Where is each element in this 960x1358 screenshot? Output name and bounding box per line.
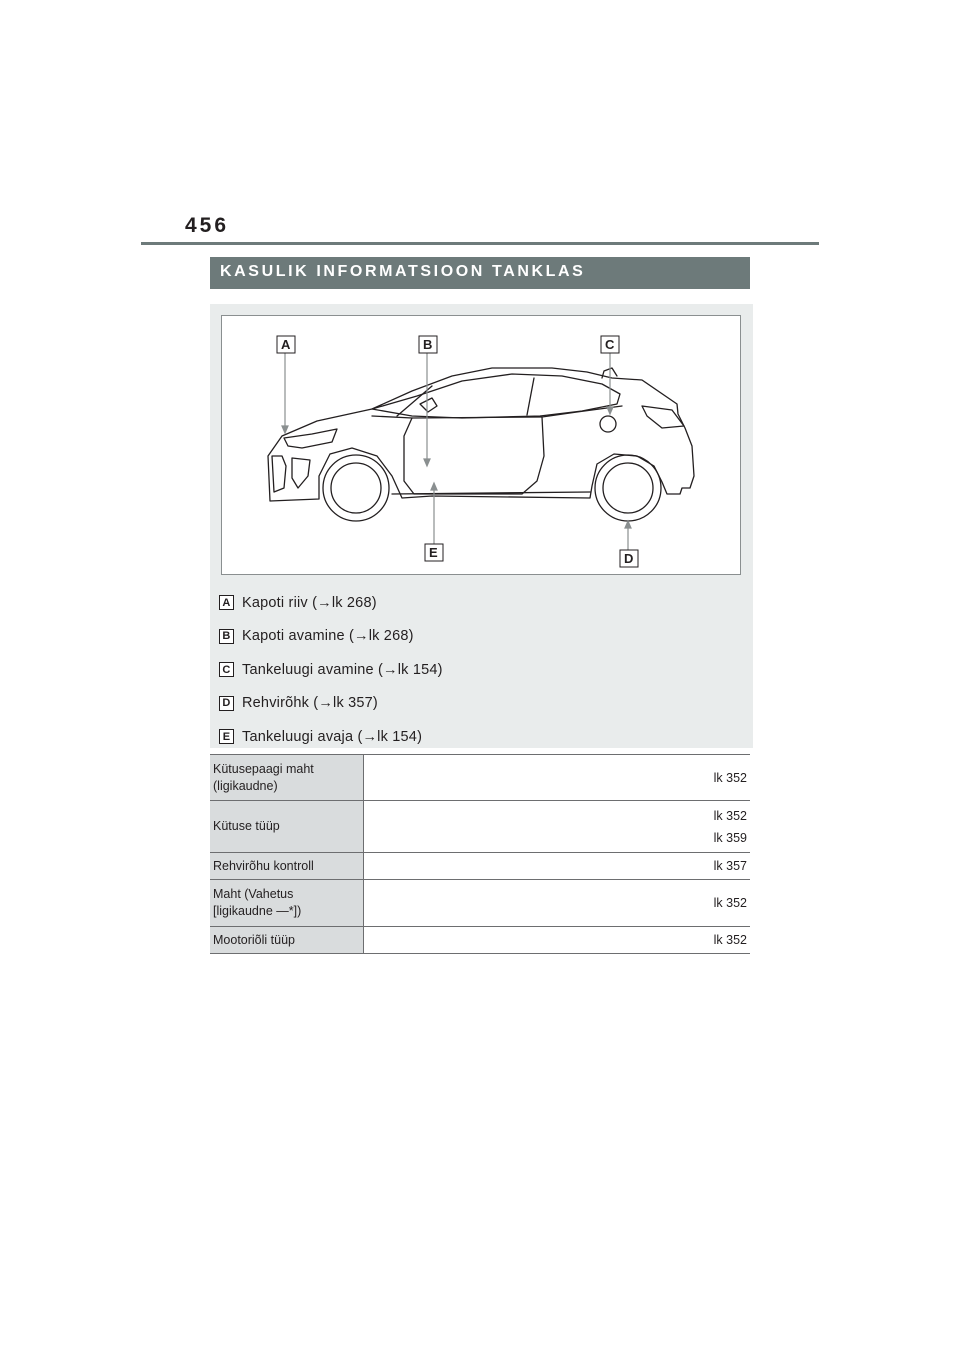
row-label xyxy=(210,801,364,853)
row-label-line: Rehvirõhu kontroll xyxy=(213,858,314,873)
front-wheel-rim xyxy=(331,463,381,513)
row-label xyxy=(210,853,364,880)
legend-item xyxy=(219,620,739,654)
page-number: 456 xyxy=(185,214,230,237)
side-mirror xyxy=(420,398,437,412)
legend-text: Kapoti avamine (→lk 268) xyxy=(242,628,414,645)
page-ref: lk 357 xyxy=(713,859,747,873)
callout-c: C xyxy=(605,337,615,352)
row-label-line: Kütusepaagi maht xyxy=(213,761,314,776)
legend-letter: C xyxy=(219,662,234,677)
callout-d: D xyxy=(624,551,634,566)
row-label-line: Kütuse tüüp xyxy=(213,819,280,833)
row-label xyxy=(210,927,364,954)
table-row xyxy=(210,880,750,927)
page-ref: lk 352 xyxy=(713,933,747,947)
fuel-door xyxy=(600,416,616,432)
rear-wheel-rim xyxy=(603,463,653,513)
legend-list xyxy=(219,586,739,754)
legend-item xyxy=(219,687,739,721)
table-row xyxy=(210,755,750,801)
row-label-line: [ligikaudne —*]) xyxy=(213,904,302,918)
row-value xyxy=(364,880,751,927)
row-label xyxy=(210,755,364,801)
callout-b: B xyxy=(423,337,433,352)
info-panel xyxy=(210,304,753,748)
row-label xyxy=(210,880,364,927)
legend-item xyxy=(219,720,739,754)
table-row xyxy=(210,853,750,880)
legend-text: Kapoti riiv (→lk 268) xyxy=(242,594,377,611)
page-ref: lk 352 xyxy=(713,896,747,910)
page-ref: lk 359 xyxy=(713,830,747,845)
section-title: KASULIK INFORMATSIOON TANKLAS xyxy=(210,257,750,289)
reference-table xyxy=(210,754,750,954)
legend-letter: B xyxy=(219,629,234,644)
callout-e: E xyxy=(429,545,438,560)
row-value xyxy=(364,801,751,853)
legend-text: Rehvirõhk (→lk 357) xyxy=(242,695,378,712)
legend-letter: E xyxy=(219,729,234,744)
rear-wheel-tire xyxy=(595,455,661,521)
legend-text: Tankeluugi avaja (→lk 154) xyxy=(242,728,423,745)
row-label-line: Maht (Vahetus xyxy=(213,887,294,901)
callout-a: A xyxy=(281,337,291,352)
legend-item xyxy=(219,653,739,687)
row-value xyxy=(364,927,751,954)
legend-text: Tankeluugi avamine (→lk 154) xyxy=(242,661,443,678)
car-figure xyxy=(221,315,741,575)
front-wheel-tire xyxy=(323,455,389,521)
row-label-line: (ligikaudne) xyxy=(213,778,278,793)
door-outline xyxy=(404,417,544,494)
legend-letter: A xyxy=(219,595,234,610)
car-illustration xyxy=(222,316,742,576)
b-pillar xyxy=(527,378,534,415)
legend-item xyxy=(219,586,739,620)
front-grille xyxy=(272,456,286,492)
header-rule xyxy=(141,242,819,245)
table-row xyxy=(210,927,750,954)
row-label-line: Mootoriõli tüüp xyxy=(213,932,295,947)
row-value xyxy=(364,853,751,880)
legend-letter: D xyxy=(219,696,234,711)
page-ref: lk 352 xyxy=(713,808,747,823)
page-ref: lk 352 xyxy=(713,770,747,785)
table-row xyxy=(210,801,750,853)
row-value xyxy=(364,755,751,801)
